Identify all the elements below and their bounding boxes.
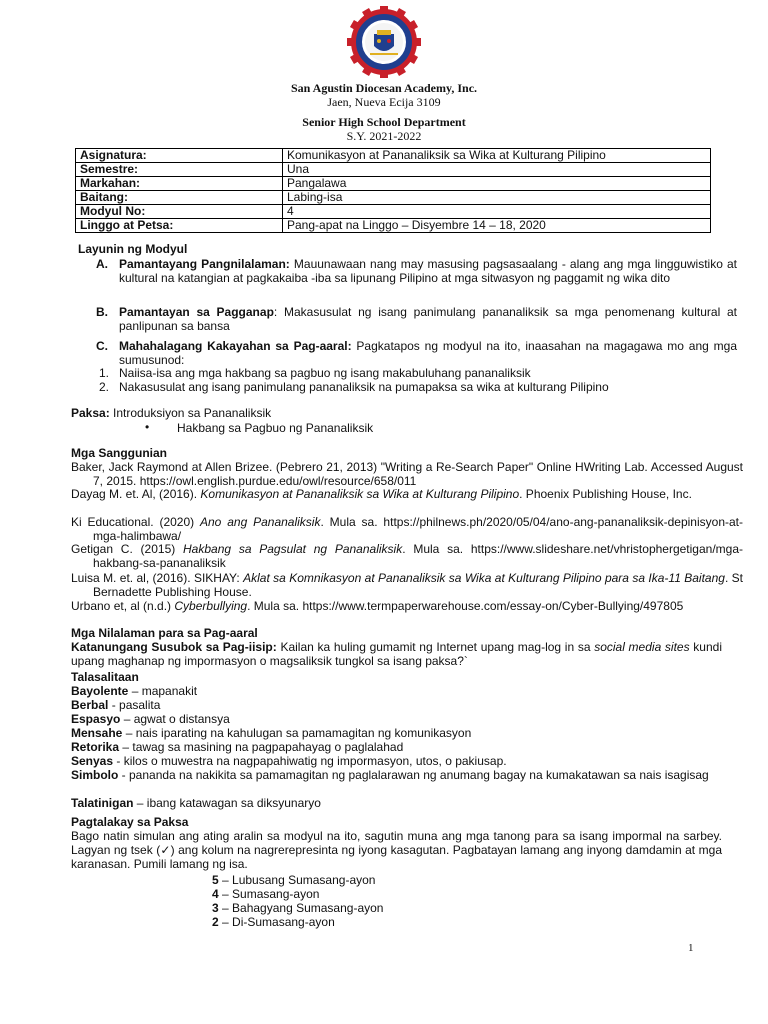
reference-4 [71, 542, 743, 570]
table-row [76, 149, 711, 163]
ref-text: . Phoenix Publishing House, Inc. [519, 487, 692, 501]
layunin-c-text: Pagkatapos ng modyul na ito, inaasahan na magagawa mo ang mga sumusunod: [119, 339, 737, 367]
ref-text: Luisa M. et. al, (2016). SIKHAY: [71, 571, 244, 585]
layunin-a-label: Pamantayang Pangnilalaman: [119, 257, 290, 271]
glossary-item [71, 712, 230, 726]
paksa-label: Paksa: [71, 406, 110, 420]
info-value: Pang-apat na Linggo – Disyembre 14 – 18, 2020 [283, 219, 711, 233]
glossary-item [71, 684, 197, 698]
info-value: Labing-isa [283, 191, 711, 205]
glossary-def: – tawag sa masining na pagpapahayag o paglalahad [119, 740, 404, 754]
paksa-text: Introduksiyon sa Pananaliksik [109, 406, 272, 420]
ref-text: . St Bernadette Publishing House. [93, 571, 744, 599]
info-value: Komunikasyon at Pananaliksik sa Wika at Kulturang Pilipino [283, 149, 711, 163]
layunin-c-label: Mahahalagang Kakayahan sa Pag-aaral: [119, 339, 352, 353]
scale-label: – Di-Sumasang-ayon [218, 915, 335, 929]
school-name: San Agustin Diocesan Academy, Inc. [290, 81, 478, 95]
glossary-def: - kilos o muwestra na nagpapahiwatig ng impormasyon, utos, o pakiusap. [113, 754, 507, 768]
ref-text: Ki Educational. (2020) [71, 515, 200, 529]
table-row [76, 219, 711, 233]
scale-item [212, 915, 335, 929]
pagtalakay-title: Pagtalakay sa Paksa [71, 815, 189, 829]
list-marker: B. [96, 305, 108, 319]
school-logo [343, 6, 425, 78]
layunin-b-text: : Makasusulat ng isang panimulang pananaliksik sa mga penomenang kultural at panlipunan sa bansa [119, 305, 738, 333]
layunin-item-1: Naiisa-isa ang mga hakbang sa pagbuo ng isang makabuluhang pananaliksik [119, 366, 531, 380]
sanggunian-title: Mga Sanggunian [71, 446, 167, 460]
glossary-term: Senyas [71, 754, 114, 768]
glossary-def: – nais iparating na kahulugan sa pamamagitan ng komunikasyon [122, 726, 472, 740]
scale-num: 2 [212, 915, 219, 929]
bullet-icon: • [145, 420, 150, 434]
ref-text: Urbano et, al (n.d.) [71, 599, 175, 613]
ref-text: . Mula sa. https://www.termpaperwarehouse.com/essay-on/Cyber-Bullying/497805 [247, 599, 684, 613]
ref-text: . Mula sa. https://philnews.ph/2020/05/04/ano-ang-pananaliksik-depinisyon-at-mga-halimbawa/ [93, 515, 743, 543]
ref-text: Getigan C. (2015) [71, 542, 184, 556]
layunin-a [119, 257, 737, 285]
info-value: Pangalawa [283, 177, 711, 191]
glossary-term: Simbolo [71, 768, 119, 782]
scale-num: 5 [212, 873, 219, 887]
layunin-b [119, 305, 737, 333]
list-number: 1. [99, 366, 110, 380]
module-info-table [75, 148, 711, 233]
glossary-def: – agwat o distansya [120, 712, 230, 726]
glossary-def: - pasalita [108, 698, 161, 712]
glossary-item [71, 726, 471, 740]
reference-3 [71, 515, 743, 543]
layunin-item-2: Nakasusulat ang isang panimulang pananaliksik na pumapaksa sa wika at kulturang Pilipino [119, 380, 609, 394]
scale-item [212, 873, 375, 887]
reference-6 [71, 599, 683, 613]
ref-title: Hakbang sa Pagsulat ng Pananaliksik [183, 542, 403, 556]
paksa-line [71, 406, 271, 420]
talasalitaan-title: Talasalitaan [71, 670, 139, 684]
layunin-c [119, 339, 737, 367]
table-row [76, 205, 711, 219]
glossary-item [71, 796, 321, 810]
glossary-term: Mensahe [71, 726, 123, 740]
glossary-term: Talatinigan [71, 796, 134, 810]
glossary-term: Retorika [71, 740, 120, 754]
info-key: Asignatura: [76, 149, 283, 163]
paksa-bullet: Hakbang sa Pagbuo ng Pananaliksik [177, 421, 374, 435]
scale-label: – Lubusang Sumasang-ayon [218, 873, 376, 887]
layunin-a-text: Mauunawaan nang may masusing pagsasaalang - alang ang mga lingguwistiko at kultural na katangian at pagkakaiba -iba sa lipunang Pilipino at mga sitwasyon ng paggamit ng wika dito [119, 257, 737, 285]
school-address: Jaen, Nueva Ecija 3109 [327, 95, 441, 109]
info-key: Linggo at Petsa: [76, 219, 283, 233]
info-value: 4 [283, 205, 711, 219]
reference-2 [71, 487, 743, 501]
school-year: S.Y. 2021-2022 [346, 129, 422, 143]
pagtalakay-text: Bago natin simulan ang ating aralin sa modyul na ito, sagutin muna ang mga tanong para sa isang impormal na sarbey. Lagyan ng tsek (✓) ang kolum na nagrerepresinta ng iyong kasagutan. Pagbatayan lamang ang inyong damdamin at mga karanasan. Pumili lamang ng isa. [71, 829, 722, 871]
glossary-item [71, 698, 160, 712]
glossary-def: - pananda na nakikita sa pamamagitan ng paglalarawan ng anumang bagay na kumakatawan sa nais isagisag [118, 768, 709, 782]
page-number: 1 [688, 942, 694, 954]
table-row [76, 177, 711, 191]
ref-title: Cyberbullying [174, 599, 248, 613]
glossary-def: – mapanakit [128, 684, 198, 698]
list-marker: C. [96, 339, 108, 353]
list-marker: A. [96, 257, 108, 271]
scale-label: – Sumasang-ayon [218, 887, 320, 901]
layunin-title: Layunin ng Modyul [78, 242, 188, 256]
ref-title: Ano ang Pananaliksik [200, 515, 321, 529]
glossary-term: Espasyo [71, 712, 121, 726]
glossary-term: Berbal [71, 698, 109, 712]
katanungan-text: kundi upang maghanap ng impormasyon o magsaliksik tungkol sa isang paksa?` [71, 640, 722, 668]
katanungan-emph: social media sites [594, 640, 690, 654]
layunin-b-label: Pamantayan sa Pagganap [119, 305, 274, 319]
scale-num: 4 [212, 887, 219, 901]
katanungan [71, 640, 722, 668]
scale-item [212, 887, 319, 901]
info-key: Baitang: [76, 191, 283, 205]
table-row [76, 191, 711, 205]
reference-5 [71, 571, 743, 599]
glossary-term: Bayolente [71, 684, 129, 698]
department-title: Senior High School Department [302, 115, 466, 129]
table-row [76, 163, 711, 177]
katanungan-label: Katanungang Susubok sa Pag-iisip: [71, 640, 277, 654]
info-key: Modyul No: [76, 205, 283, 219]
info-key: Markahan: [76, 177, 283, 191]
glossary-def: – ibang katawagan sa diksyunaryo [133, 796, 321, 810]
scale-num: 3 [212, 901, 219, 915]
glossary-item [71, 768, 722, 782]
list-number: 2. [99, 380, 110, 394]
scale-item [212, 901, 383, 915]
ref-title: Komunikasyon at Pananaliksik sa Wika at Kulturang Pilipino [200, 487, 520, 501]
info-value: Una [283, 163, 711, 177]
info-key: Semestre: [76, 163, 283, 177]
ref-text: Dayag M. et. Al, (2016). [71, 487, 201, 501]
ref-text: . Mula sa. https://www.slideshare.net/vhristophergetigan/mga-hakbang-sa-pananaliksik [93, 542, 744, 570]
nilalaman-title: Mga Nilalaman para sa Pag-aaral [71, 626, 258, 640]
ref-title: Aklat sa Komnikasyon at Pananaliksik sa Wika at Kulturang Pilipino para sa Ika-11 Baitang [243, 571, 725, 585]
katanungan-text: Kailan ka huling gumamit ng Internet upang mag-log in sa [276, 640, 595, 654]
glossary-item [71, 740, 403, 754]
reference-1: Baker, Jack Raymond at Allen Brizee. (Pebrero 21, 2013) "Writing a Re-Search Paper" Online HWriting Lab. Accessed August 7, 2015. https://owl.english.purdue.edu/owl/resource/658/011 [71, 460, 743, 488]
glossary-item [71, 754, 507, 768]
scale-label: – Bahagyang Sumasang-ayon [218, 901, 384, 915]
